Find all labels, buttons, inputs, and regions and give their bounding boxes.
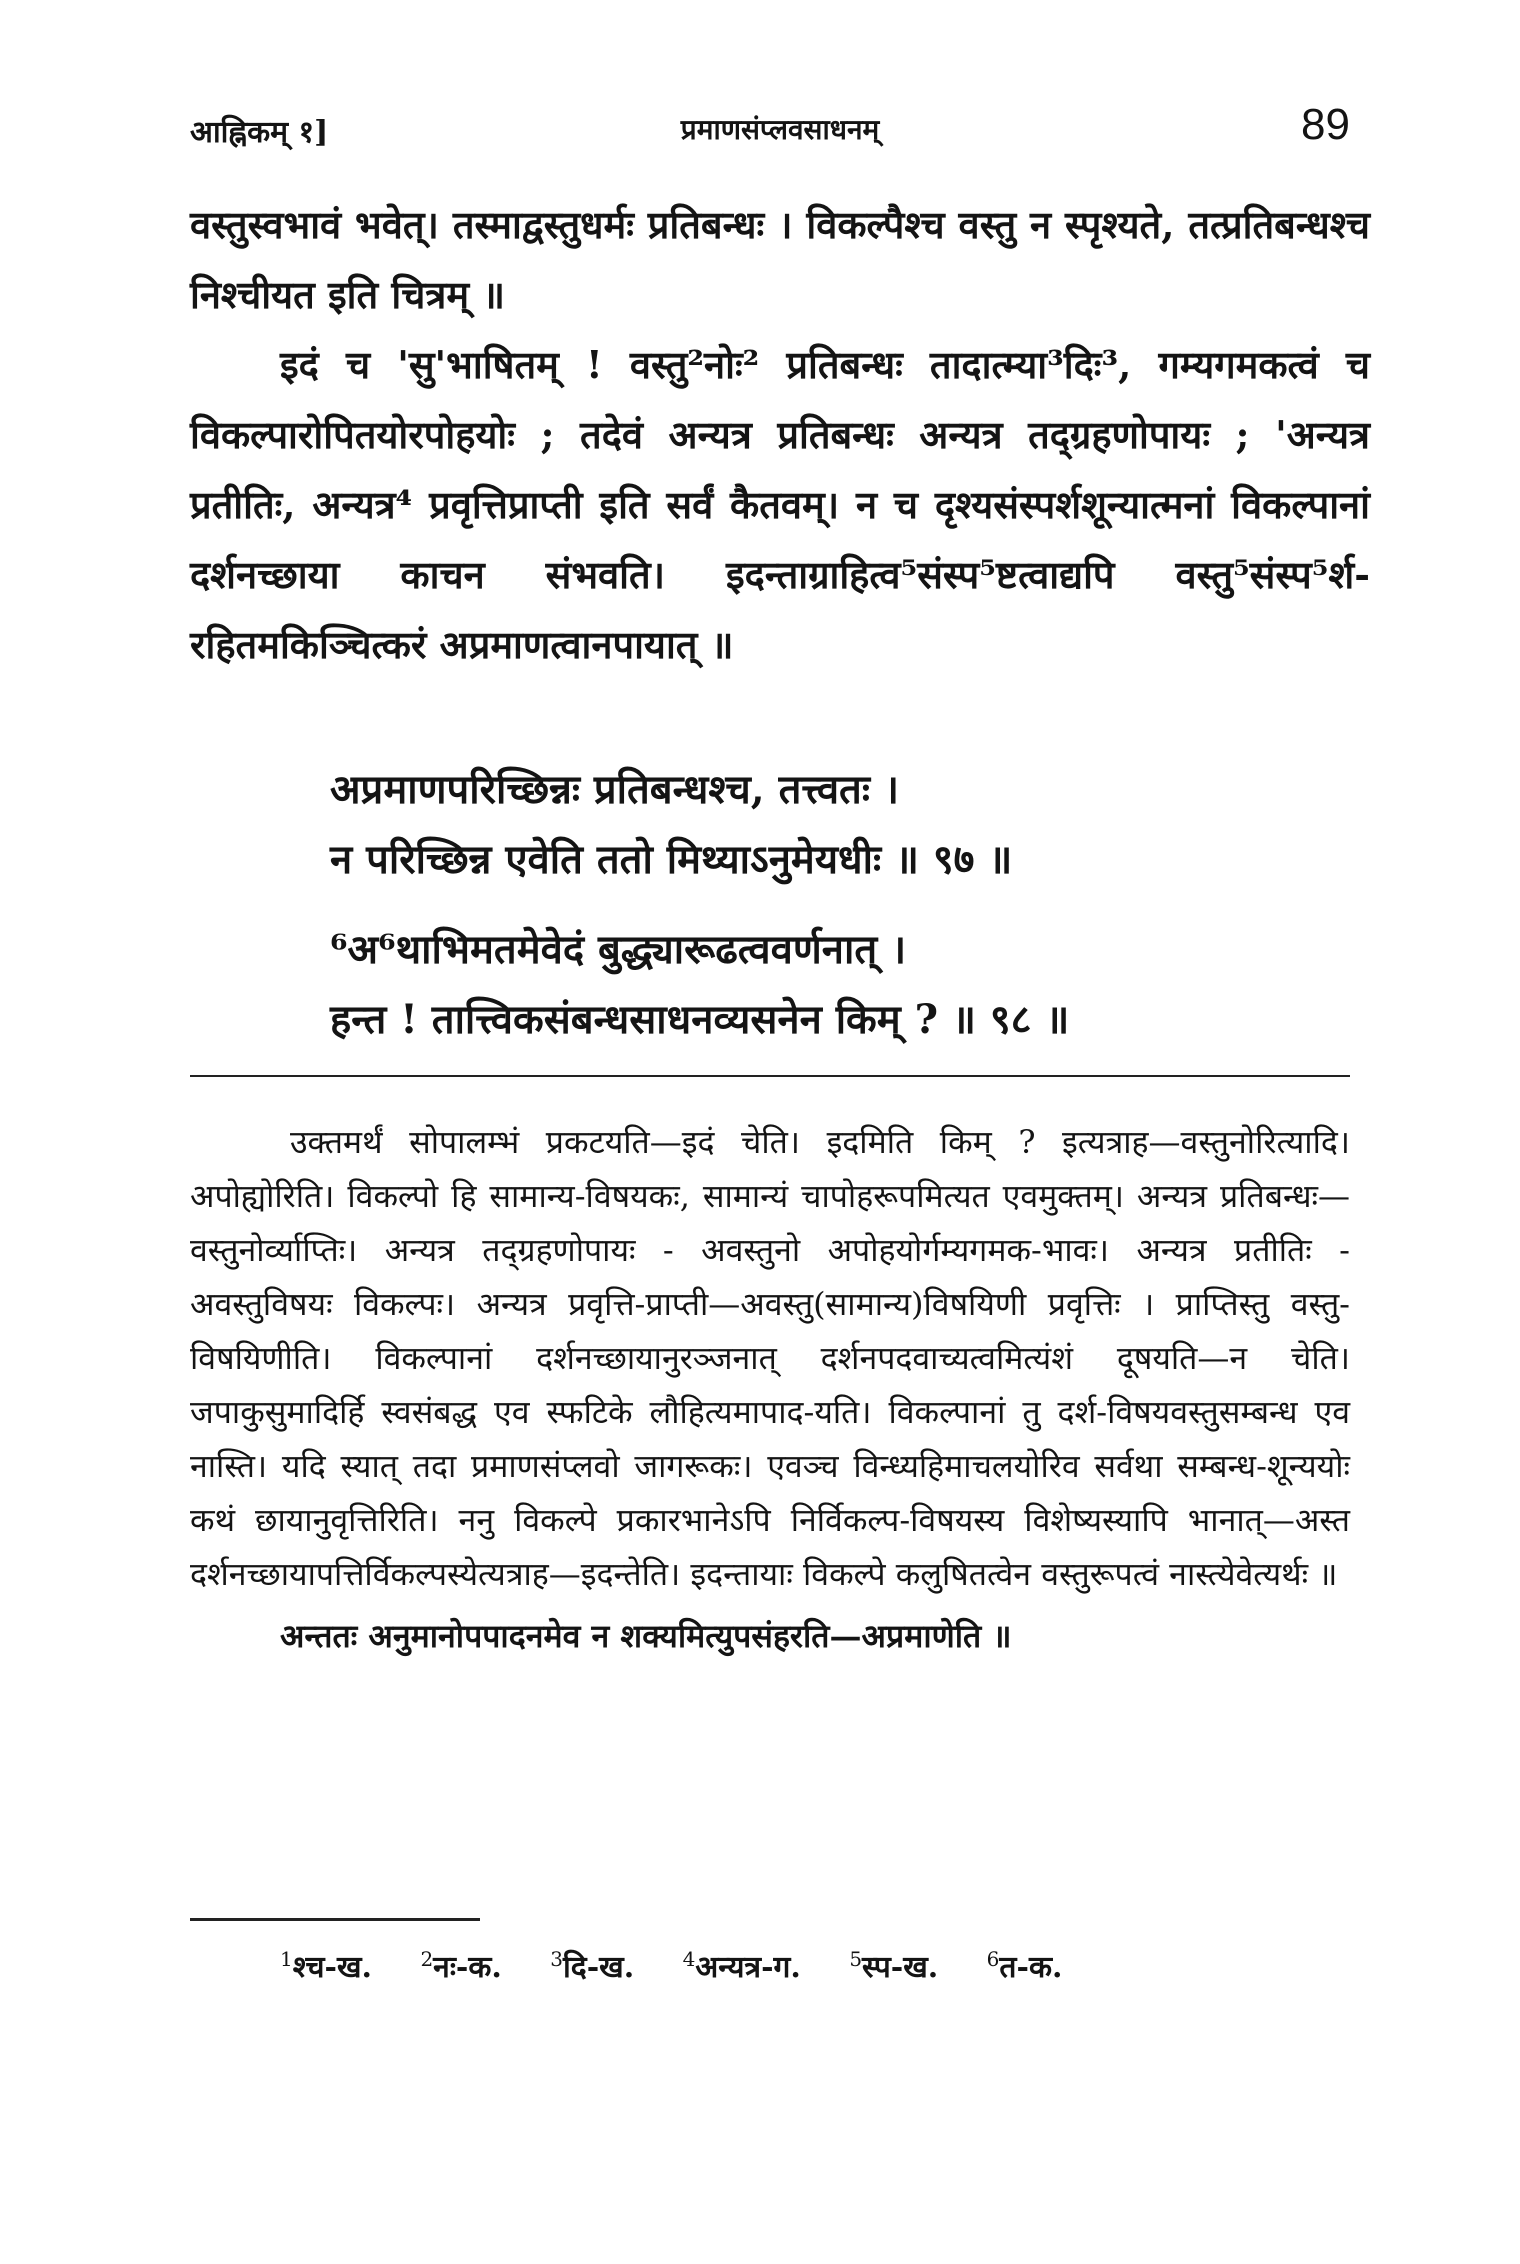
page-number: 89: [1301, 100, 1350, 149]
commentary-divider: [190, 1075, 1350, 1077]
footnote: $^5$स्प-ख.: [849, 1947, 939, 1985]
commentary-paragraph-2: अन्ततः अनुमानोपपादनमेव न शक्यमित्युपसंहरति—अप्रमाणेति ॥: [280, 1617, 1012, 1655]
verse-line-1: अप्रमाणपरिच्छिन्नः प्रतिबन्धश्च, तत्त्वतः ।: [330, 766, 900, 813]
footnotes: [280, 1945, 1380, 1986]
verse-line-2: न परिच्छिन्न एवेति ततो मिथ्याऽनुमेयधीः ॥ ९७ ॥: [330, 836, 1013, 883]
footnote-divider: [190, 1918, 480, 1921]
footnote: $^3$दि-ख.: [550, 1947, 635, 1985]
footnote: $^1$श्च-ख.: [280, 1947, 372, 1985]
running-header: [190, 100, 1370, 170]
footnote: $^2$नः-क.: [420, 1947, 502, 1985]
footnote: $^4$अन्यत्र-ग.: [682, 1947, 801, 1985]
verse-block: [330, 755, 1330, 1055]
main-text: [190, 190, 1370, 680]
verse-line-4: हन्त ! तात्त्विकसंबन्धसाधनव्यसनेन किम् ? ॥ ९८ ॥: [330, 996, 1070, 1043]
main-paragraph-2: इदं च 'सु'भाषितम् ! वस्तु²नोः² प्रतिबन्धः तादात्म्या³दिः³, गम्यगमकत्वं च विकल्पारोपितयोरपोहयोः ; तदेवं अन्यत्र प्रतिबन्धः अन्यत्र तद्ग्रहणोपायः ; 'अन्यत्र प्रतीतिः, अन्यत्र⁴ प्रवृत्तिप्राप्ती इति सर्वं कैतवम्। न च दृश्यसंस्पर्शशून्यात्मनां विकल्पानां दर्शनच्छाया काचन संभवति। इदन्ताग्राहित्व⁵संस्प⁵ष्टत्वाद्यपि वस्तु⁵संस्प⁵र्श-रहितमकिञ्चित्करं अप्रमाणत्वानपायात् ॥: [190, 342, 1370, 667]
commentary-paragraph-1: उक्तमर्थं सोपालम्भं प्रकटयति—इदं चेति। इदमिति किम् ? इत्यत्राह—वस्तुनोरित्यादि। अपोह्योरिति। विकल्पो हि सामान्य-विषयकः, सामान्यं चापोहरूपमित्यत एवमुक्तम्। अन्यत्र प्रतिबन्धः—वस्तुनोर्व्याप्तिः। अन्यत्र तद्ग्रहणोपायः - अवस्तुनो अपोहयोर्गम्यगमक-भावः। अन्यत्र प्रतीतिः - अवस्तुविषयः विकल्पः। अन्यत्र प्रवृत्ति-प्राप्ती—अवस्तु(सामान्य)विषयिणी प्रवृत्तिः । प्राप्तिस्तु वस्तु-विषयिणीति। विकल्पानां दर्शनच्छायानुरञ्जनात् दर्शनपदवाच्यत्वमित्यंशं दूषयति—न चेति। जपाकुसुमादिर्हि स्वसंबद्ध एव स्फटिके लौहित्यमापाद-यति। विकल्पानां तु दर्श-विषयवस्तुसम्बन्ध एव नास्ति। यदि स्यात् तदा प्रमाणसंप्लवो जागरूकः। एवञ्च विन्ध्यहिमाचलयोरिव सर्वथा सम्बन्ध-शून्ययोः कथं छायानुवृत्तिरिति। ननु विकल्पे प्रकारभानेऽपि निर्विकल्प-विषयस्य विशेष्यस्यापि भानात्—अस्त दर्शनच्छायापत्तिर्विकल्पस्येत्यत्राह—इदन्तेति। इदन्तायाः विकल्पे कलुषितत्वेन वस्तुरूपत्वं नास्त्येवेत्यर्थः ॥: [190, 1123, 1351, 1593]
footnote: $^6$त-क.: [986, 1947, 1063, 1985]
main-paragraph-1: वस्तुस्वभावं भवेत्। तस्माद्वस्तुधर्मः प्रतिबन्धः । विकल्पैश्च वस्तु न स्पृश्यते, तत्प्रतिबन्धश्च निश्चीयत इति चित्रम् ॥: [190, 202, 1370, 317]
chapter-label: आह्निकम् १]: [190, 115, 329, 150]
section-title: प्रमाणसंप्लवसाधनम्: [680, 113, 880, 146]
commentary: [190, 1115, 1350, 1663]
verse-line-3: ⁶अ⁶थाभिमतमेवेदं बुद्ध्यारूढत्ववर्णनात् ।: [330, 926, 907, 973]
